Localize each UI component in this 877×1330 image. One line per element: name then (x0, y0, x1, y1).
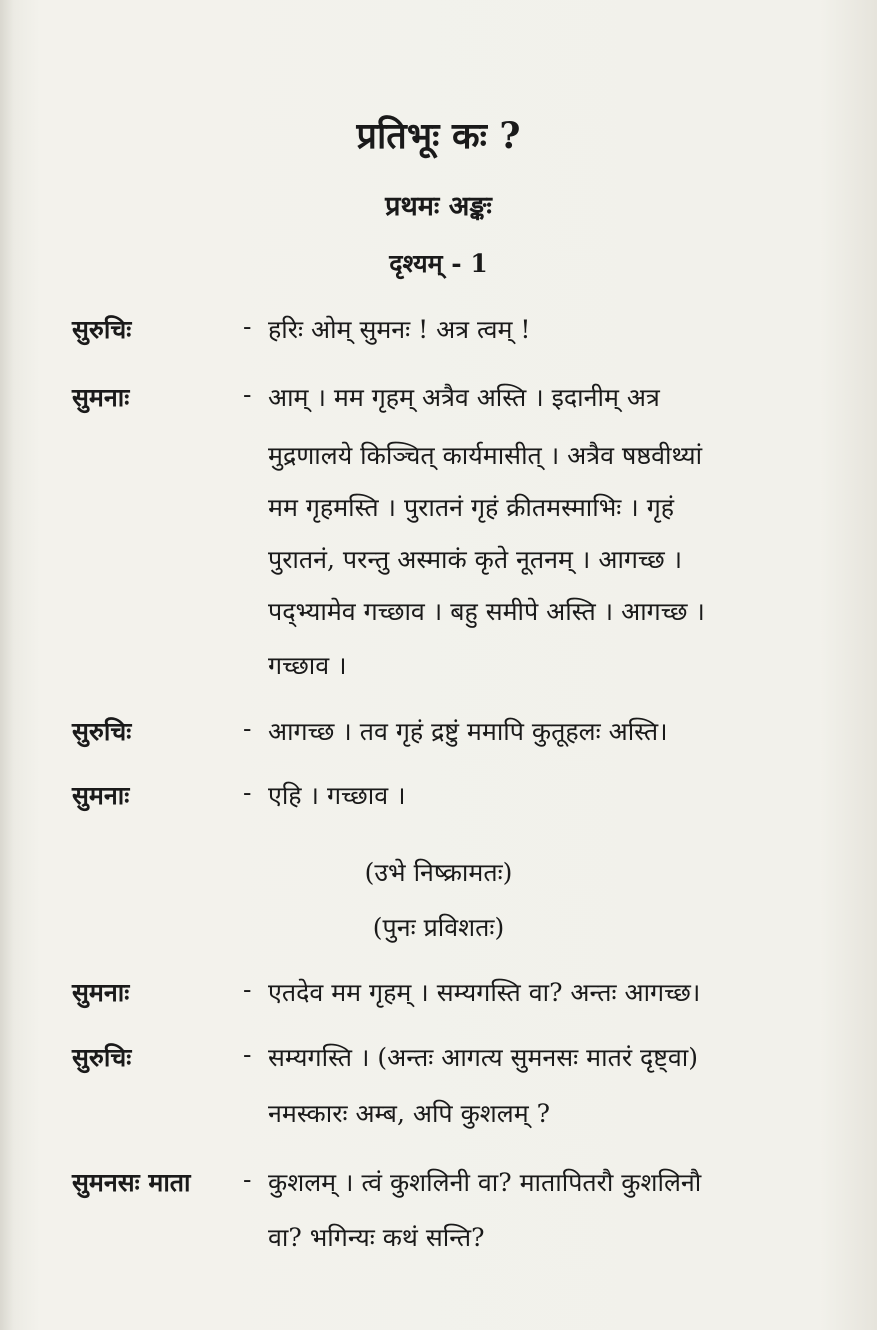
dialogue-line: आम् । मम गृहम् अत्रैव अस्ति । इदानीम् अत्र (268, 383, 660, 412)
play-title: प्रतिभूः कः ? (356, 115, 521, 157)
speaker-name: सुमनसः माता (72, 1168, 191, 1197)
dialogue-line: नमस्कारः अम्ब, अपि कुशलम् ? (268, 1099, 551, 1128)
dialogue-line: पद्भ्यामेव गच्छाव । बहु समीपे अस्ति । आगच्छ । (268, 597, 705, 626)
dialogue-line: कुशलम् । त्वं कुशलिनी वा? मातापितरौ कुशलिनौ (268, 1168, 702, 1197)
stage-direction: (पुनः प्रविशतः) (372, 913, 505, 942)
dialogue-line: गच्छाव । (268, 651, 347, 680)
stage-direction: (उभे निष्क्रामतः) (364, 858, 513, 887)
dialogue-dash: - (243, 778, 252, 807)
dialogue-dash: - (243, 380, 252, 409)
dialogue-dash: - (243, 1165, 252, 1194)
dialogue-line: पुरातनं, परन्तु अस्माकं कृते नूतनम् । आगच्छ । (268, 545, 683, 574)
speaker-name: सुरुचिः (72, 1043, 132, 1072)
act-heading: प्रथमः अङ्कः (385, 191, 492, 222)
dialogue-line: मुद्रणालये किञ्चित् कार्यमासीत् । अत्रैव षष्ठवीथ्यां (268, 441, 703, 470)
speaker-name: सुमनाः (72, 978, 130, 1007)
dialogue-dash: - (243, 312, 252, 341)
speaker-name: सुरुचिः (72, 315, 132, 344)
scene-heading: दृश्यम् - 1 (389, 249, 488, 278)
dialogue-dash: - (243, 1040, 252, 1069)
dialogue-line: एतदेव मम गृहम् । सम्यगस्ति वा? अन्तः आगच्छ। (268, 978, 701, 1007)
speaker-name: सुरुचिः (72, 717, 132, 746)
speaker-name: सुमनाः (72, 781, 130, 810)
speaker-name: सुमनाः (72, 383, 130, 412)
dialogue-line: एहि । गच्छाव । (268, 781, 406, 810)
dialogue-line: हरिः ओम् सुमनः ! अत्र त्वम् ! (268, 315, 531, 344)
dialogue-line: आगच्छ । तव गृहं द्रष्टुं ममापि कुतूहलः अस्ति। (268, 717, 668, 746)
dialogue-line: मम गृहमस्ति । पुरातनं गृहं क्रीतमस्माभिः । गृहं (268, 493, 675, 522)
dialogue-line: सम्यगस्ति । (अन्तः आगत्य सुमनसः मातरं दृष्ट्वा) (268, 1043, 699, 1072)
dialogue-dash: - (243, 975, 252, 1004)
dialogue-line: वा? भगिन्यः कथं सन्ति? (268, 1223, 485, 1252)
dialogue-dash: - (243, 714, 252, 743)
